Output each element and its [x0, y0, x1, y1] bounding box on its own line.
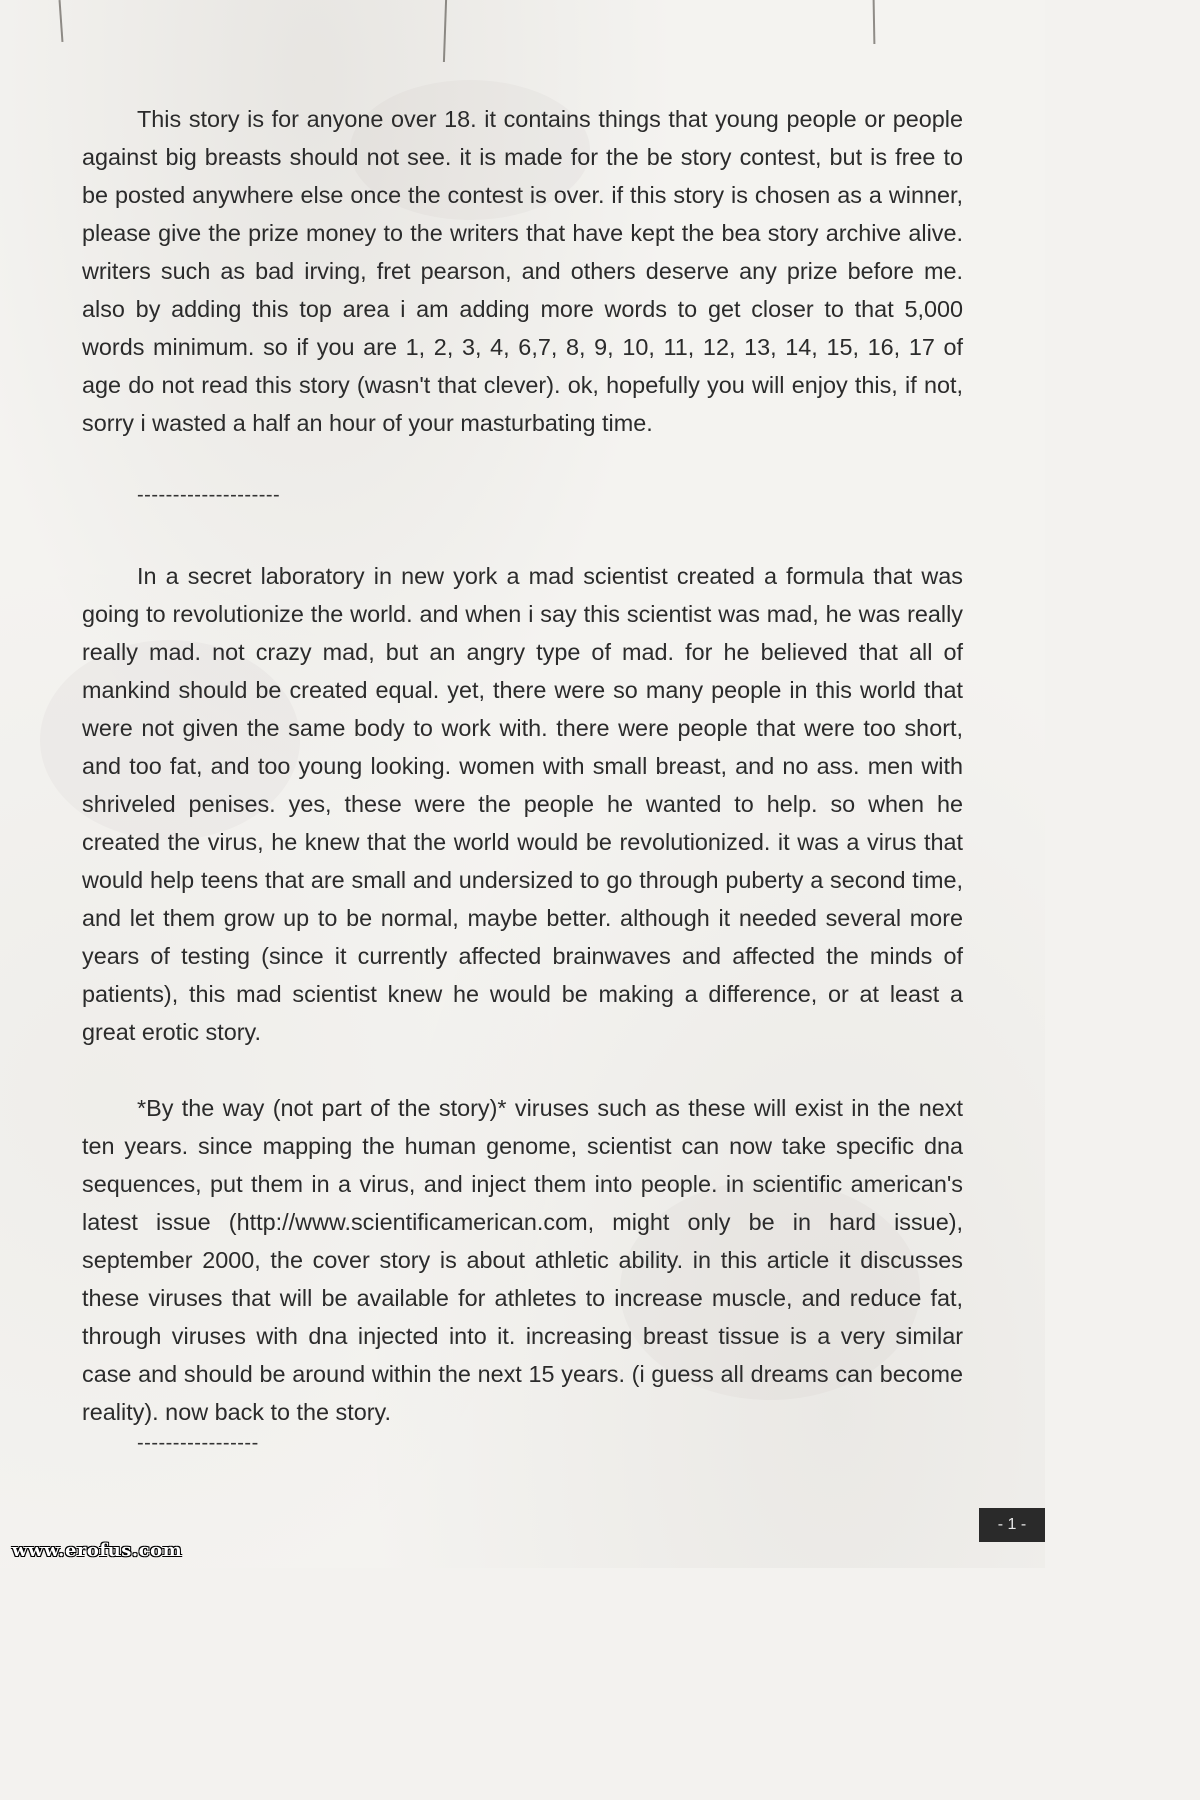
story-paragraph-text: In a secret laboratory in new york a mad scientist created a formula that was going to revolutionize the world. and when i say this scientist was mad, he was really really mad. not crazy mad, but an angry type of mad. for he believed that all of mankind should be created equal. yet, there were so many people in this world that were not given the same body to work with. there were people that were too short, and too fat, and too young looking. women with small breast, and no ass. men with shriveled penises. yes, these were the people he wanted to help. so when he created the virus, he knew that the world would be revolutionized. it was a virus that would help teens that are small and undersized to go through puberty a second time, and let them grow up to be normal, maybe better. although it needed several more years of testing (since it currently affected brainwaves and affected the minds of patients), this mad scientist knew he would be making a difference, or at least a great erotic story. — [82, 563, 963, 1045]
section-separator: -------------------- — [137, 484, 281, 506]
paper-scratch — [59, 0, 64, 42]
intro-paragraph — [82, 100, 963, 442]
aside-paragraph — [82, 1089, 963, 1431]
site-watermark: www.erofus.com — [12, 1540, 183, 1561]
paper-scratch — [873, 0, 876, 44]
intro-paragraph-text: This story is for anyone over 18. it contains things that young people or people against big breasts should not see. it is made for the be story contest, but is free to be posted anywhere else once the contest is over. if this story is chosen as a winner, please give the prize money to the writers that have kept the bea story archive alive. writers such as bad irving, fret pearson, and others deserve any prize before me. also by adding this top area i am adding more words to get closer to that 5,000 words minimum. so if you are 1, 2, 3, 4, 6,7, 8, 9, 10, 11, 12, 13, 14, 15, 16, 17 of age do not read this story (wasn't that clever). ok, hopefully you will enjoy this, if not, sorry i wasted a half an hour of your masturbating time. — [82, 106, 963, 436]
story-paragraph — [82, 557, 963, 1051]
aside-paragraph-text: *By the way (not part of the story)* viruses such as these will exist in the next ten years. since mapping the human genome, scientist can now take specific dna sequences, put them in a virus, and inject them into people. in scientific american's latest issue (http://www.scientificamerican.com, might only be in hard issue), september 2000, the cover story is about athletic ability. in this article it discusses these viruses that will be available for athletes to increase muscle, and reduce fat, through viruses with dna injected into it. increasing breast tissue is a very similar case and should be around within the next 15 years. (i guess all dreams can become reality). now back to the story. — [82, 1095, 963, 1425]
section-separator: ----------------- — [137, 1432, 259, 1454]
paper-scratch — [443, 0, 447, 62]
page-number: - 1 - — [979, 1508, 1045, 1542]
